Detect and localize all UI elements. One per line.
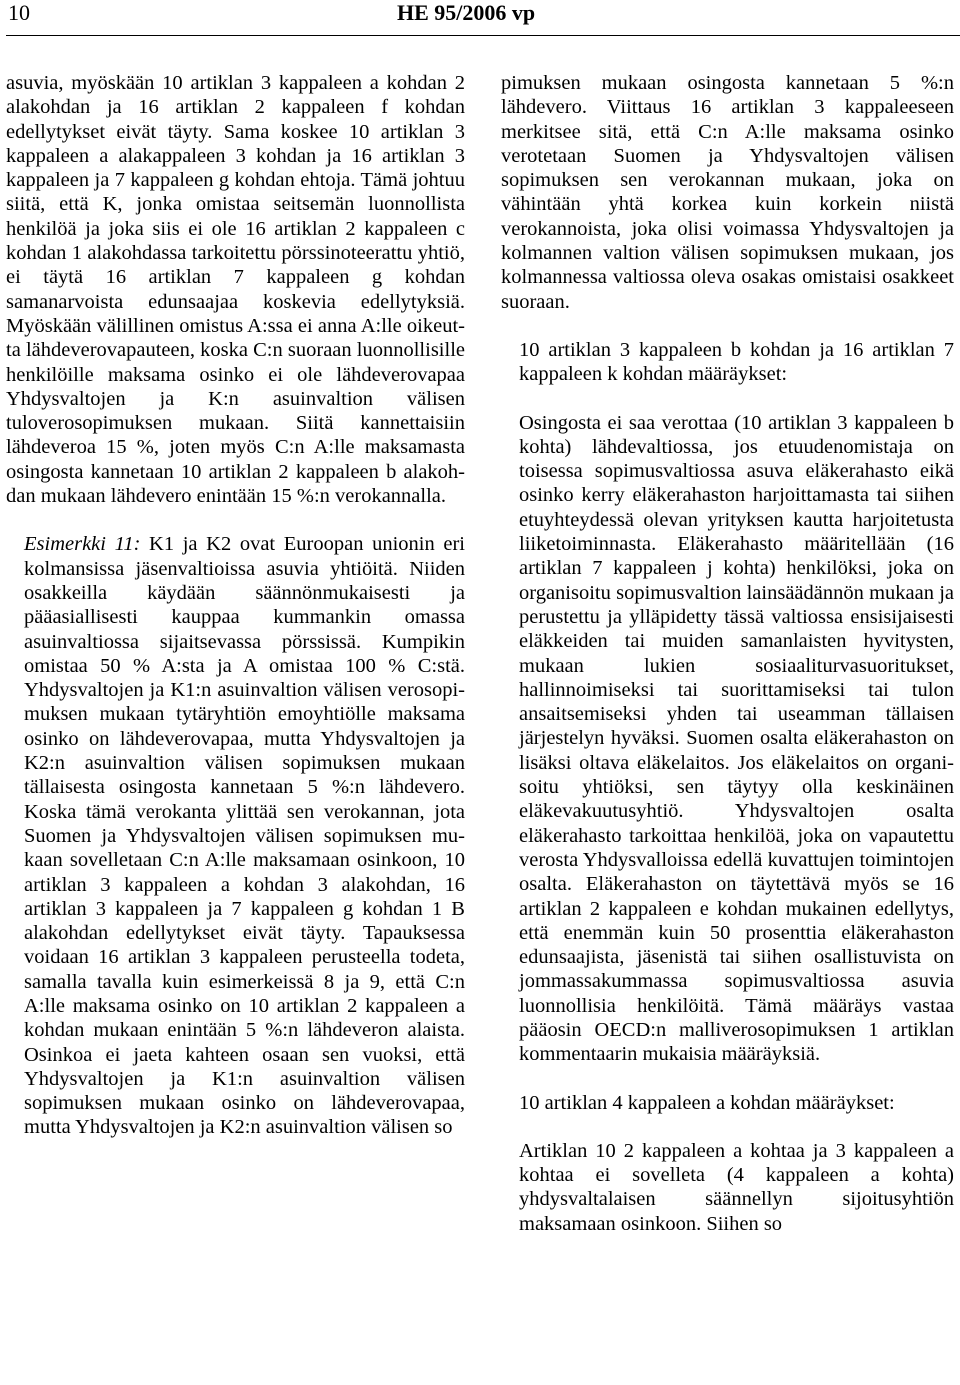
example-label: Esimerkki 11: [24, 533, 141, 556]
right-paragraph-1: pimuksen mukaan osingosta kannetaan 5 %:n lähdevero. Viittaus 16 artiklan 3 kappaleeseen merkitsee sitä, että C:n A:lle maksama osinko verotetaan Suomen ja Yhdysvaltojen välisen sopimuksen sen verokannan mukaan, joka on vähintään yhtä korkea kuin korkein niistä verokannoista, joka olisi voimassa Yhdysvaltojen ja kolmannen valtion välisen sopimuksen mukaan, jos kolmannessa valtiossa oleva osakas omistaisi osakkeet suoraan. [501, 72, 954, 313]
page-number: 10 [8, 0, 30, 25]
example-text: K1 ja K2 ovat Euroopan unionin eri kolmansissa jäsenvaltioissa asuvia yhtiöitä. Niiden osakkeilla käydään säännönmukaisesti ja pääasiallisesti kauppaa kummankin omassa asuinvaltiossa sijaitsevassa pörssissä. Kumpikin omistaa 50 % A:sta ja A omistaa 100 % C:stä. Yhdysvaltojen ja K1:n asuinvaltion välisen verosopimuksen mukaan tytäryhtiön emoyhtiölle maksama osinko on lähdeverovapaa, mutta Yhdysvaltojen ja K2:n asuinvaltion välisen sopimuksen mukaan tällaisesta osingosta kannetaan 5 %:n lähdevero. Koska tämä verokanta ylittää sen verokannan, jota Suomen ja Yhdysvaltojen välisen sopimuksen mukaan sovelletaan C:n A:lle maksamaan osinkoon, 10 artiklan 3 kappaleen a kohdan 3 alakohdan, 16 artiklan 3 kappaleen ja 7 kappaleen g kohdan 1 B alakohdan edellytykset eivät täyty. Tapauksessa voidaan 16 artiklan 3 kappaleen perusteella todeta, samalla tavalla kuin esimerkeissä 8 ja 9, että C:n A:lle maksama osinko on 10 artiklan 2 kappaleen a kohdan mukaan enintään 5 %:n lähdeveron alaista. Osinkoa ei jaeta kahteen osaan sen vuoksi, että Yhdysvaltojen ja K1:n asuinvaltion välisen sopimuksen mukaan osinko on lähdeverovapaa, mutta Yhdysvaltojen ja K2:n asuinvaltion välisen so [24, 533, 465, 1139]
quoted-provision-1: Osingosta ei saa verottaa (10 artiklan 3 kappaleen b kohta) lähdevaltiossa, jos etuudenomistaja on toisessa sopimusvaltiossa asuva eläkerahasto eikä osinko kerry eläkerahaston harjoittamasta tai siihen etuyhteydessä olevan yrityksen kautta harjoitetusta liiketoiminnasta. Eläkerahasto määritellään (16 artiklan 7 kappaleen j kohta) henkilöksi, joka on organisoitu sopimusvaltion lainsäädännön mukaan ja perustettu ja ylläpidetty tässä valtiossa ensisijaisesti eläkkeiden tai muiden samanlaisten hyvitysten, mukaan lukien sosiaaliturvasuoritukset, hallinnoimiseksi tai suorittamiseksi tai tulon ansaitsemiseksi yhden tai useamman tällaisen järjestelyn hyväksi. Suomen osalta eläkerahaston on lisäksi oltava eläkelaitos. Jos eläkelaitos on organisoitu yhtiöksi, sen täytyy olla keskinäinen eläkevakuutusyhtiö. Yhdysvaltojen osalta eläkerahasto tarkoittaa henkilöä, joka on vapautettu verosta Yhdysvalloissa edellä kuvattujen toimintojen osalta. Eläkerahaston on täytettävä myös se 16 artiklan 2 kappaleen e kohdan mukainen edellytys, että enemmän kuin 50 prosenttia eläkerahaston edunsaajista, jäsenistä tai siihen osallistuvista on jommassakummassa sopimusvaltiossa asuvia luonnollisia henkilöitä. Tämä määräys vastaa pääosin OECD:n malliverosopimuksen 1 artiklan kommentaarin mukaisia määräyksiä. [519, 411, 954, 1066]
page-header [0, 0, 960, 40]
right-paragraph-2: 10 artiklan 3 kappaleen b kohdan ja 16 artiklan 7 kappaleen k kohdan määräykset: [519, 338, 954, 386]
document-reference: HE 95/2006 vp [397, 0, 536, 25]
quoted-provision-2: Artiklan 10 2 kappaleen a kohtaa ja 3 kappaleen a kohtaa ei sovelleta (4 kappaleen a kohta) yhdysvaltalaisen säännellyn sijoitusyhtiön maksamaan osinkoon. Siihen so [519, 1139, 954, 1235]
right-paragraph-3: 10 artiklan 4 kappaleen a kohdan määräykset: [519, 1091, 895, 1114]
header-rule [6, 35, 960, 36]
example-11-paragraph [6, 532, 465, 1139]
right-column [501, 71, 954, 1381]
left-paragraph-1: asuvia, myöskään 10 artiklan 3 kappaleen a kohdan 2 alakohdan ja 16 artiklan 2 kappaleen f kohdan edellytykset eivät täyty. Sama koskee 10 artiklan 3 kappaleen a alakappaleen 3 kohdan ja 16 artiklan 3 kappaleen ja 7 kappaleen g kohdan ehtoja. Tämä johtuu siitä, että K, jonka omistaa seitsemän luonnollista henkilöä ja joka siis ei ole 16 artiklan 2 kappaleen c kohdan 1 alakohdassa tarkoitettu pörssinoteerattu yhtiö, ei täytä 16 artiklan 7 kappaleen g kohdan samanarvoista edunsaajaa koskevia edellytyksiä. Myöskään välillinen omistus A:ssa ei anna A:lle oikeutta lähdeverovapauteen, koska C:n suoraan luonnollisille henkilöille maksama osinko ei ole lähdeverovapaa Yhdysvaltojen ja K:n asuinvaltion välisen tuloverosopimuksen mukaan. Siitä kannettaisiin lähdeveroa 15 %, joten myös C:n A:lle maksamasta osingosta kannetaan 10 artiklan 2 kappaleen b alakohdan mukaan lähdevero enintään 15 %:n verokannalla. [6, 72, 465, 508]
left-column [6, 71, 465, 1381]
